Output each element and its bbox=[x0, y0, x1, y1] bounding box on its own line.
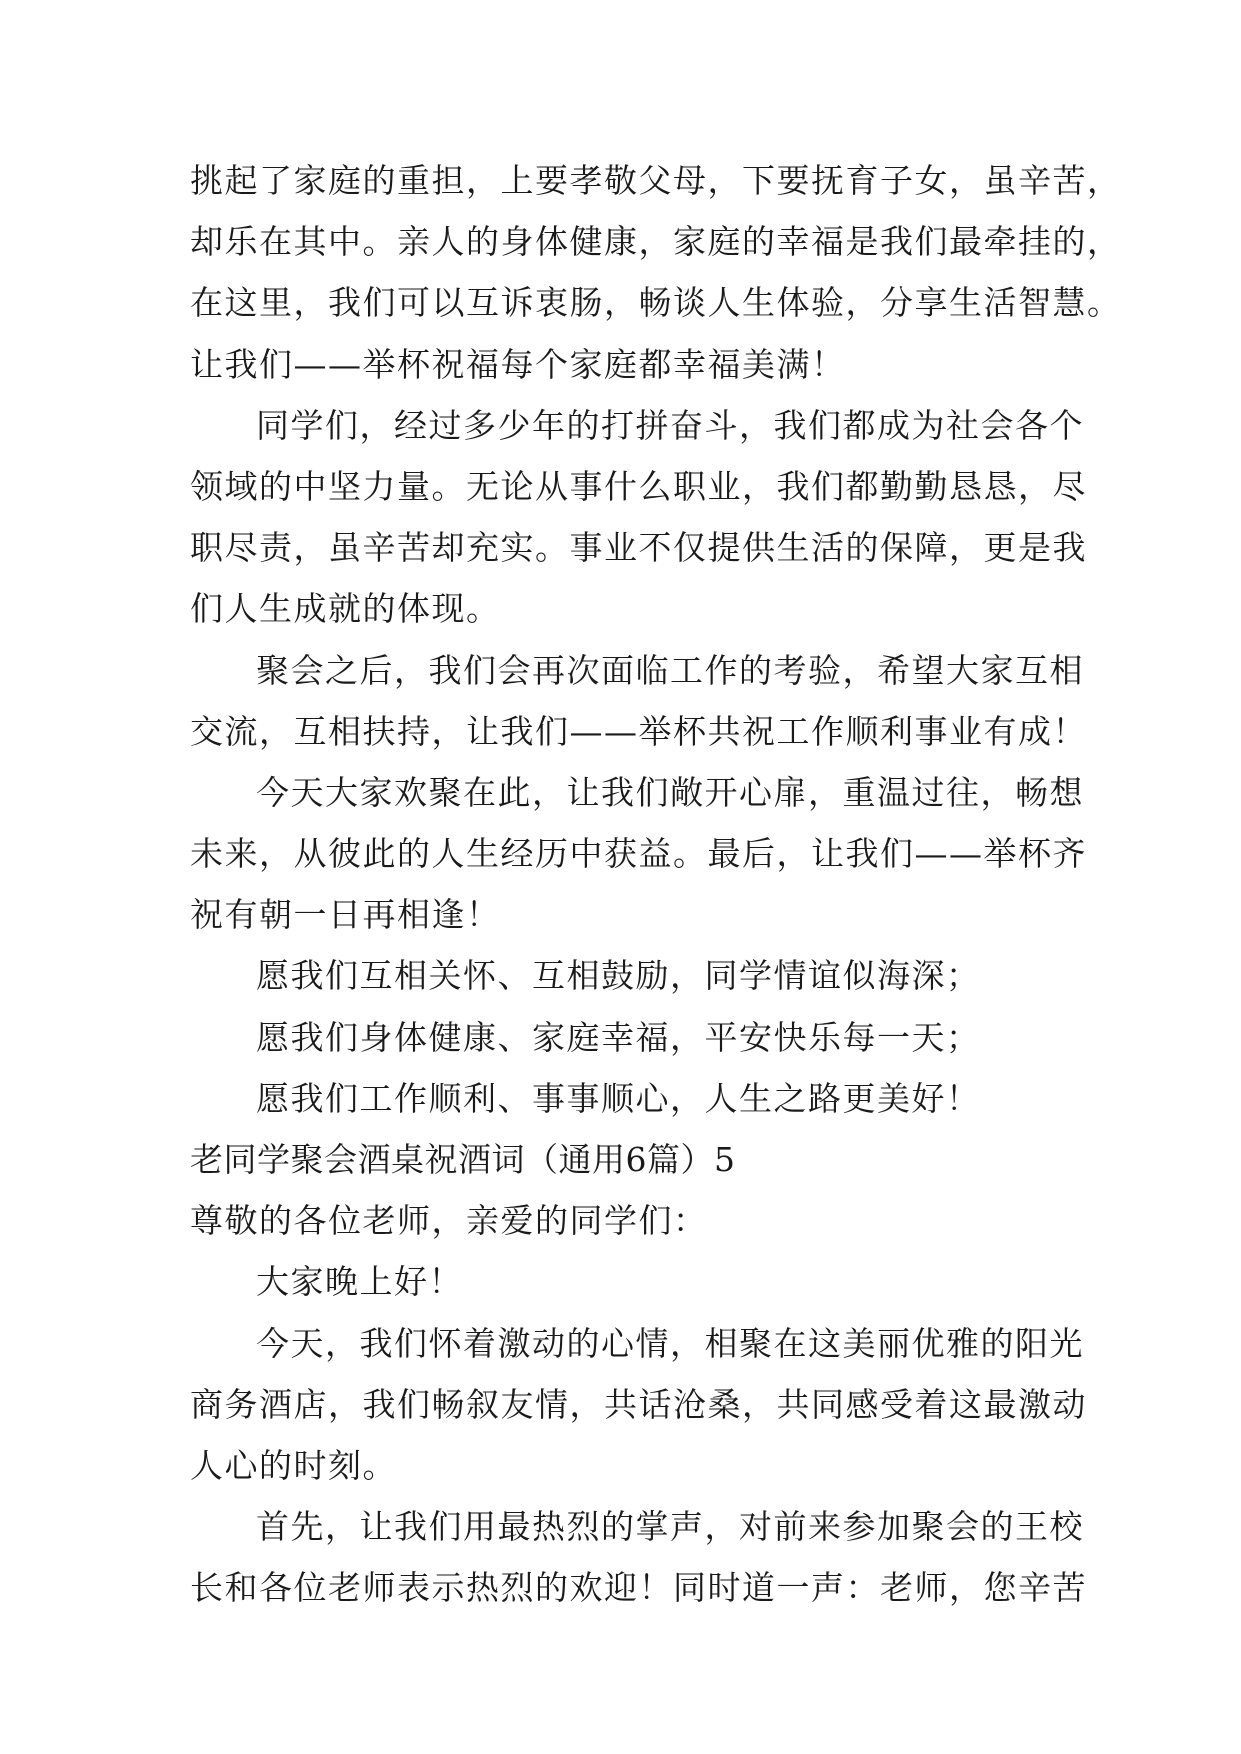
document-body bbox=[190, 150, 1122, 1619]
body-line: 职尽责，虽辛苦却充实。事业不仅提供生活的保障，更是我 bbox=[190, 528, 1087, 568]
body-line: 长和各位老师表示热烈的欢迎！同时道一声：老师，您辛苦 bbox=[190, 1568, 1087, 1608]
section-title: 老同学聚会酒桌祝酒词（通用6篇）5 bbox=[190, 1140, 736, 1179]
body-line: 挑起了家庭的重担，上要孝敬父母，下要抚育子女，虽辛苦， bbox=[190, 161, 1122, 200]
body-line: 们人生成就的体现。 bbox=[190, 589, 501, 629]
salutation-line: 尊敬的各位老师，亲爱的同学们： bbox=[190, 1201, 708, 1241]
body-line: 领域的中坚力量。无论从事什么职业，我们都勤勤恳恳，尽 bbox=[190, 466, 1087, 506]
body-line: 却乐在其中。亲人的身体健康，家庭的幸福是我们最牵挂的， bbox=[190, 222, 1122, 262]
body-line: 在这里，我们可以互诉衷肠，畅谈人生体验，分享生活智慧。 bbox=[190, 283, 1122, 323]
body-line: 未来，从彼此的人生经历中获益。最后，让我们——举杯齐 bbox=[190, 834, 1087, 874]
wish-line: 愿我们工作顺利、事事顺心，人生之路更美好！ bbox=[256, 1078, 981, 1118]
paragraph-start-line: 聚会之后，我们会再次面临工作的考验，希望大家互相 bbox=[256, 650, 1084, 690]
body-line: 让我们——举杯祝福每个家庭都幸福美满！ bbox=[190, 344, 846, 384]
wish-line: 愿我们身体健康、家庭幸福，平安快乐每一天； bbox=[256, 1017, 981, 1057]
paragraph-start-line: 今天，我们怀着激动的心情，相聚在这美丽优雅的阳光 bbox=[256, 1323, 1084, 1363]
body-line: 交流，互相扶持，让我们——举杯共祝工作顺利事业有成！ bbox=[190, 711, 1087, 751]
greeting-line: 大家晚上好！ bbox=[256, 1262, 463, 1302]
paragraph-start-line: 同学们，经过多少年的打拼奋斗，我们都成为社会各个 bbox=[256, 405, 1084, 445]
paragraph-start-line: 今天大家欢聚在此，让我们敞开心扉，重温过往，畅想 bbox=[256, 772, 1084, 812]
wish-line: 愿我们互相关怀、互相鼓励，同学情谊似海深； bbox=[256, 956, 981, 996]
paragraph-start-line: 首先，让我们用最热烈的掌声，对前来参加聚会的王校 bbox=[256, 1507, 1084, 1547]
body-line: 人心的时刻。 bbox=[190, 1445, 397, 1485]
body-line: 商务酒店，我们畅叙友情，共话沧桑，共同感受着这最激动 bbox=[190, 1384, 1087, 1424]
body-line: 祝有朝一日再相逢！ bbox=[190, 895, 501, 935]
